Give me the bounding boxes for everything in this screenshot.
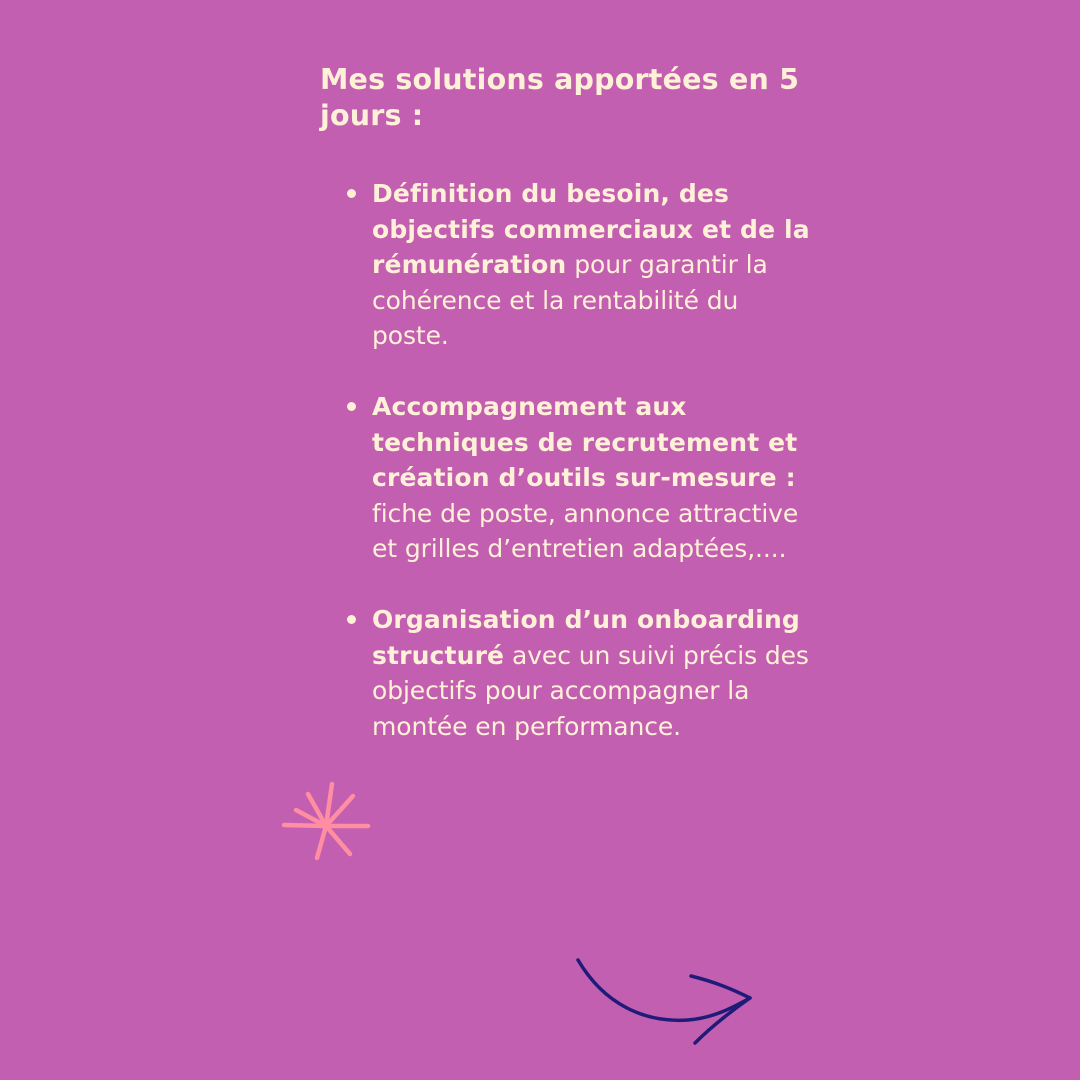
solution-item-onboarding (340, 602, 815, 744)
solution-item-onboarding-text: avec un suivi précis des objectifs pour accompagner la montée en performance. (372, 640, 809, 741)
solution-list (340, 176, 815, 779)
asterisk-icon (280, 780, 372, 866)
page-title: Mes solutions apportées en 5 jours : (320, 63, 800, 132)
solution-item-recruitment-bold: Accompagnement aux techniques de recrutement et création d’outils sur-mesure : (372, 391, 798, 493)
solution-item-needs-bold: Définition du besoin, des objectifs commerciaux et de la rémunération (372, 179, 810, 280)
solution-item-recruitment (340, 389, 815, 567)
curved-arrow-icon (570, 952, 762, 1050)
solution-item-needs-text: pour garantir la cohérence et la rentabilité du poste. (372, 250, 768, 351)
solution-item-needs (340, 176, 815, 354)
solution-item-onboarding-bold: Organisation d’un onboarding structuré (372, 604, 800, 670)
solution-item-recruitment-text: fiche de poste, annonce attractive et grilles d’entretien adaptées,.... (372, 498, 799, 564)
